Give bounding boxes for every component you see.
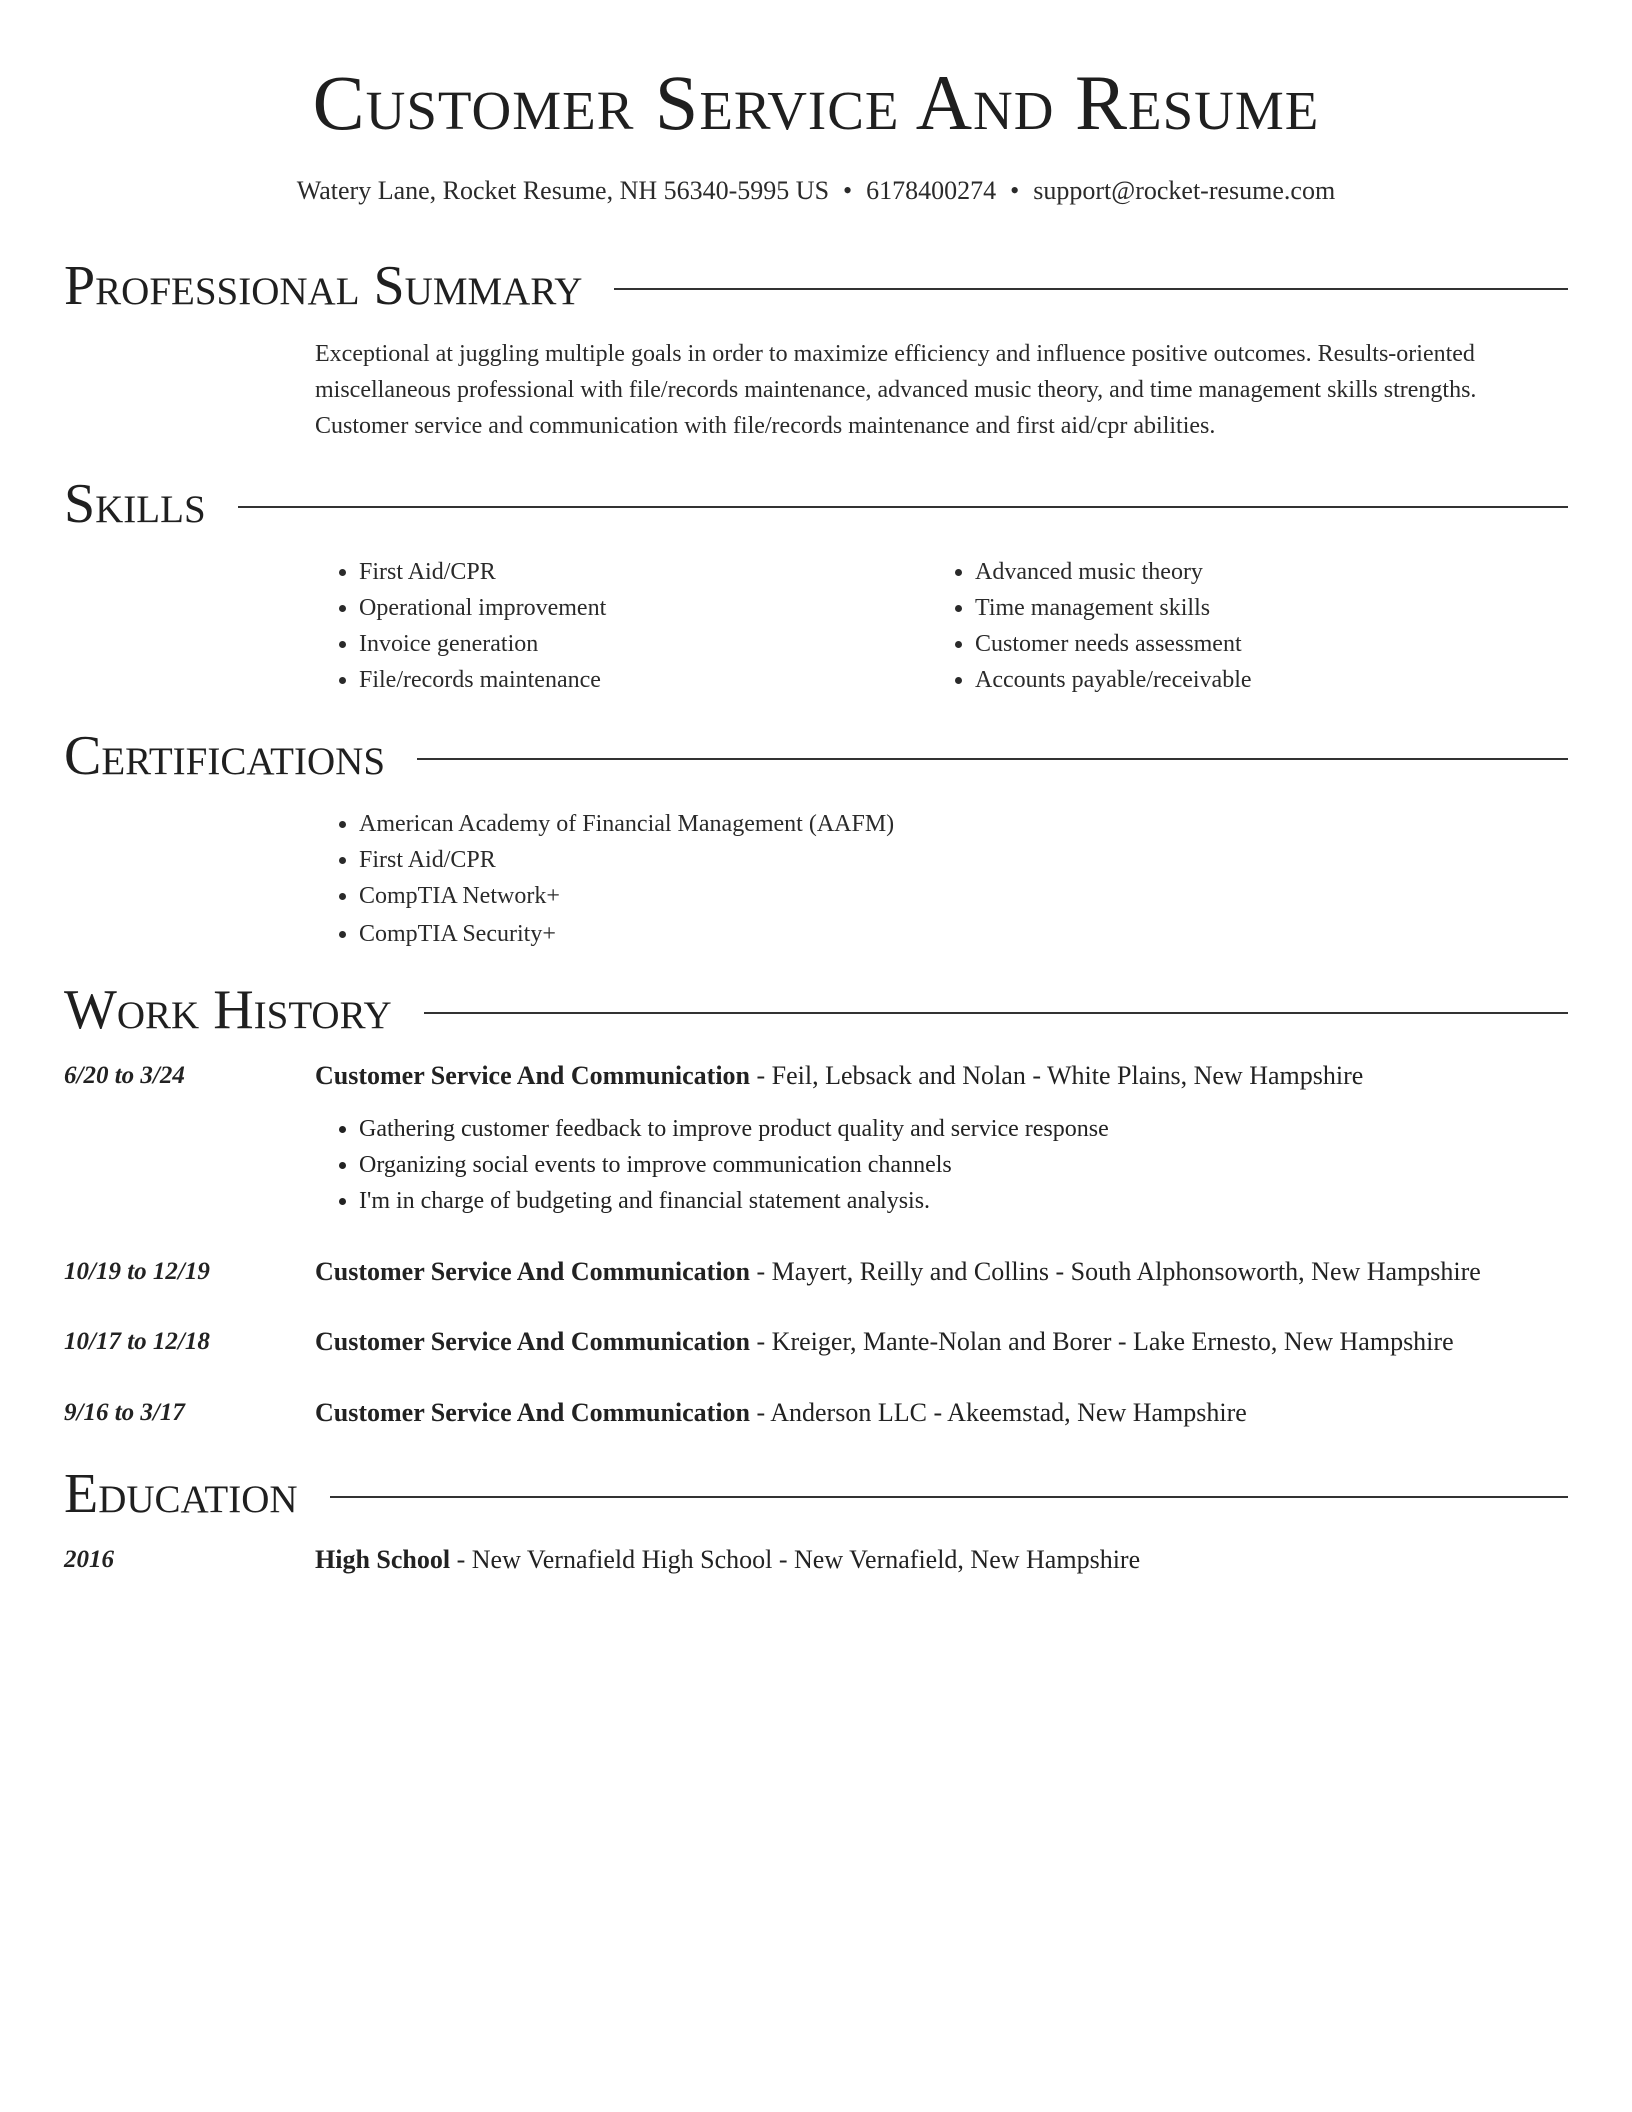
certification-item: • American Academy of Financial Management (AAFM) — [359, 806, 1568, 842]
skills-section-header — [64, 472, 1568, 536]
summary-text — [315, 336, 1568, 444]
job-details: - Anderson LLC - Akeemstad, New Hampshire — [750, 1398, 1247, 1427]
separator: • — [843, 176, 853, 205]
section-title-skills: Skills — [64, 473, 206, 535]
job-title: Customer Service And Communication — [315, 1327, 751, 1356]
job-bullets — [315, 1111, 1568, 1219]
job-details: - Mayert, Reilly and Collins - South Alphonsoworth, New Hampshire — [750, 1257, 1481, 1286]
section-title-certifications: Certifications — [64, 725, 386, 787]
skill-item: • First Aid/CPR — [359, 554, 931, 590]
job-bullet: • Organizing social events to improve communication channels — [359, 1147, 1568, 1183]
job-details: - Feil, Lebsack and Nolan - White Plains, New Hampshire — [750, 1061, 1364, 1090]
summary-line: Exceptional at juggling multiple goals in order to maximize efficiency and influence positive outcomes. Results-oriented — [315, 341, 1475, 367]
education-section-header — [64, 1462, 1568, 1526]
certifications-list — [315, 806, 1568, 952]
section-divider — [424, 1012, 1568, 1014]
summary-line: miscellaneous professional with file/records maintenance, advanced music theory, and time management skills strengths. — [315, 377, 1477, 403]
skill-item: • Accounts payable/receivable — [975, 662, 1547, 698]
section-divider — [417, 758, 1568, 760]
section-divider — [330, 1496, 1568, 1498]
job-title: Customer Service And Communication — [315, 1257, 751, 1286]
work-section-header — [64, 978, 1568, 1042]
job-heading — [315, 1395, 1568, 1431]
job-dates: 9/16 to 3/17 — [64, 1399, 185, 1426]
skills-list — [315, 554, 1568, 698]
job-heading — [315, 1058, 1568, 1094]
skill-item: • Customer needs assessment — [975, 626, 1547, 662]
education-year: 2016 — [64, 1546, 114, 1573]
job-heading — [315, 1324, 1568, 1360]
job-dates: 6/20 to 3/24 — [64, 1062, 185, 1089]
job-dates: 10/17 to 12/18 — [64, 1328, 210, 1355]
education-degree: High School — [315, 1545, 451, 1574]
separator: • — [1010, 176, 1020, 205]
job-heading — [315, 1254, 1568, 1290]
job-bullet: • Gathering customer feedback to improve product quality and service response — [359, 1111, 1568, 1147]
phone: 6178400274 — [866, 176, 997, 205]
skill-item: • Time management skills — [975, 590, 1547, 626]
section-divider — [614, 288, 1568, 290]
job-details: - Kreiger, Mante-Nolan and Borer - Lake Ernesto, New Hampshire — [750, 1327, 1454, 1356]
summary-section-header — [64, 254, 1568, 318]
skill-item: • Invoice generation — [359, 626, 931, 662]
address: Watery Lane, Rocket Resume, NH 56340-5995 US — [296, 176, 830, 205]
resume-name: Customer Service And Resume — [312, 59, 1320, 146]
section-divider — [238, 506, 1568, 508]
email: support@rocket-resume.com — [1033, 176, 1336, 205]
section-title-education: Education — [64, 1463, 298, 1525]
certification-item: • CompTIA Security+ — [359, 916, 1568, 952]
job-bullet: • I'm in charge of budgeting and financial statement analysis. — [359, 1183, 1568, 1219]
skill-item: • Advanced music theory — [975, 554, 1547, 590]
section-title-work: Work History — [64, 979, 392, 1041]
summary-line: Customer service and communication with file/records maintenance and first aid/cpr abilities. — [315, 413, 1216, 439]
certification-item: • First Aid/CPR — [359, 842, 1568, 878]
education-details: - New Vernafield High School - New Vernafield, New Hampshire — [450, 1545, 1141, 1574]
job-dates: 10/19 to 12/19 — [64, 1258, 210, 1285]
certification-item: • CompTIA Network+ — [359, 878, 1568, 914]
job-title: Customer Service And Communication — [315, 1061, 751, 1090]
skill-item: • Operational improvement — [359, 590, 931, 626]
certifications-section-header — [64, 724, 1568, 788]
contact-line — [64, 174, 1568, 208]
skill-item: • File/records maintenance — [359, 662, 931, 698]
section-title-summary: Professional Summary — [64, 255, 583, 317]
education-heading — [315, 1542, 1568, 1578]
job-title: Customer Service And Communication — [315, 1398, 751, 1427]
